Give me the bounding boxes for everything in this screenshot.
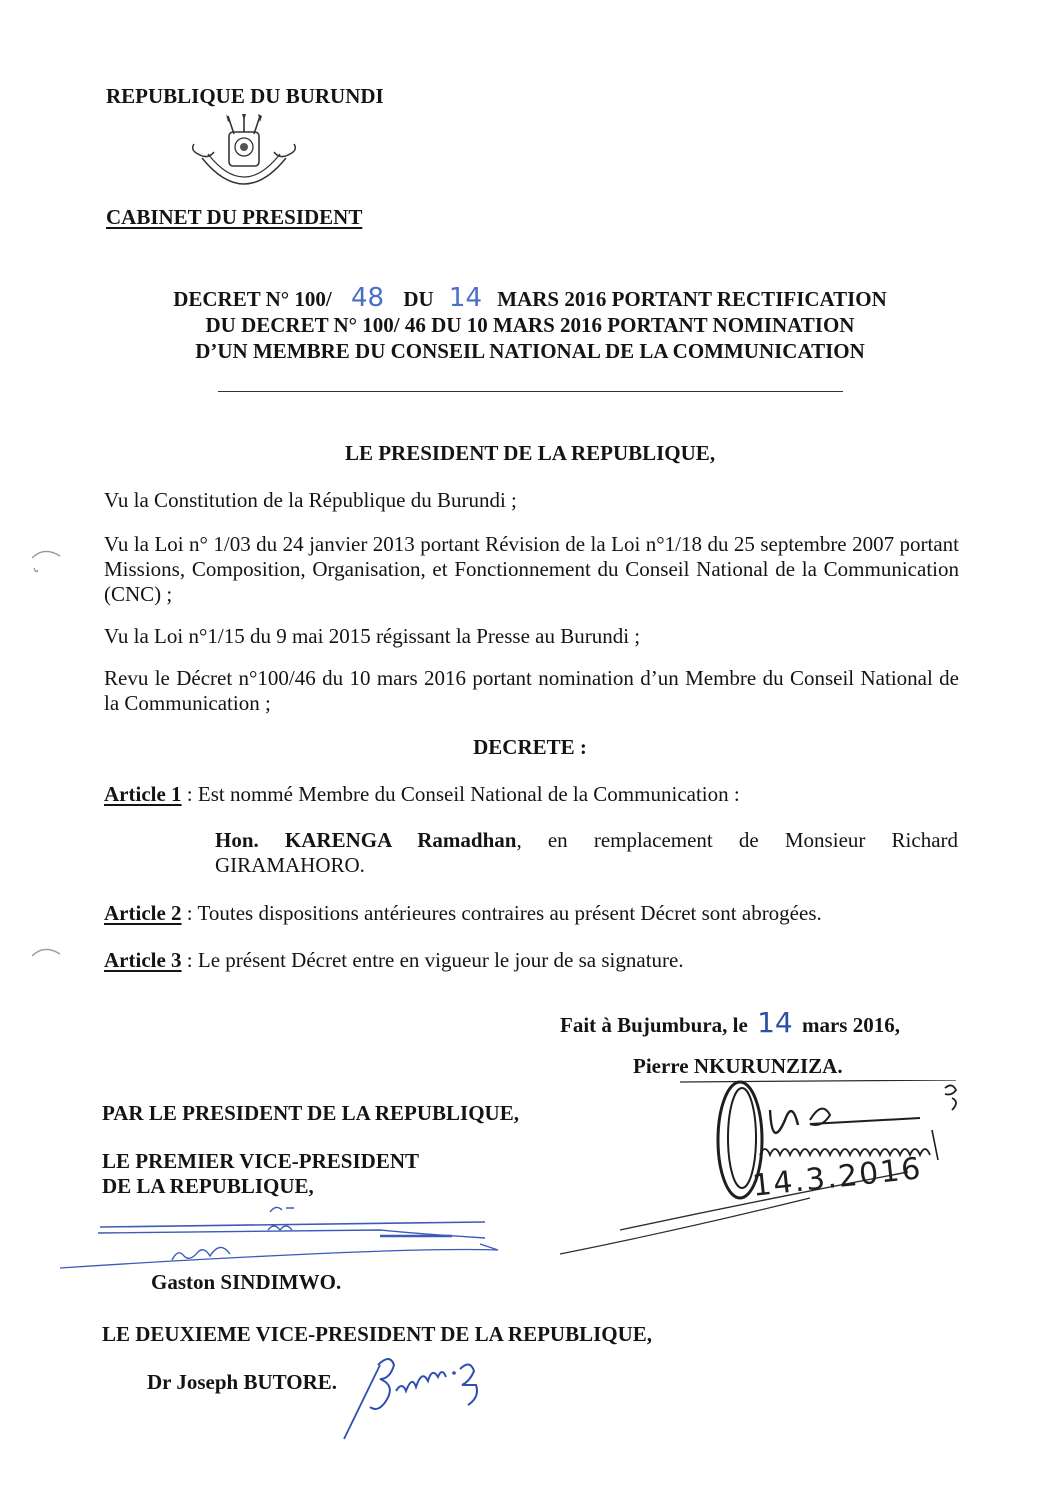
article-2-text: : Toutes dispositions antérieures contraires au présent Décret sont abrogées. <box>181 901 822 925</box>
first-vp-name: Gaston SINDIMWO. <box>151 1270 342 1294</box>
article-3 <box>104 948 959 973</box>
handwritten-decree-number: 48 <box>350 283 385 313</box>
title-line-3: D’UN MEMBRE DU CONSEIL NATIONAL DE LA COMMUNICATION <box>195 339 865 363</box>
visa-constitution: Vu la Constitution de la République du Burundi ; <box>104 488 517 512</box>
handwritten-signing-day: 14 <box>757 1006 793 1039</box>
title-line-2: DU DECRET N° 100/ 46 DU 10 MARS 2016 PORTANT NOMINATION <box>205 313 855 337</box>
binder-hole-mark <box>30 942 66 972</box>
article-1-text: : Est nommé Membre du Conseil National de la Communication : <box>181 782 740 806</box>
article-2-label: Article 2 <box>104 901 182 925</box>
countersign-heading: PAR LE PRESIDENT DE LA REPUBLIQUE, <box>102 1101 519 1125</box>
handwritten-signature-date: 14.3.2016 <box>750 1151 925 1204</box>
nominee-name: Hon. KARENGA Ramadhan <box>215 828 517 852</box>
second-vp-title: LE DEUXIEME VICE-PRESIDENT DE LA REPUBLIQUE, <box>102 1322 653 1346</box>
visa-previous-decree: Revu le Décret n°100/46 du 10 mars 2016 portant nomination d’un Membre du Conseil National de la Communication ; <box>104 666 959 715</box>
article-2 <box>104 901 959 926</box>
visa-press-law: Vu la Loi n°1/15 du 9 mai 2015 régissant la Presse au Burundi ; <box>104 624 641 648</box>
place-date: Fait à Bujumbura, le 14 mars 2016, <box>560 1006 900 1039</box>
handwritten-day: 14 <box>448 283 483 313</box>
binder-hole-mark <box>30 546 66 576</box>
coat-of-arms-emblem <box>188 114 300 198</box>
article-1-label: Article 1 <box>104 782 182 806</box>
first-vp-signature <box>60 1200 500 1272</box>
visa-cnc-law: Vu la Loi n° 1/03 du 24 janvier 2013 portant Révision de la Loi n°1/18 du 25 septembre 2007 portant Missions, Composition, Organisation, et Fonctionnement du Conseil National de la Communication (CNC) ; <box>104 532 959 606</box>
cabinet-heading: CABINET DU PRESIDENT <box>106 205 363 229</box>
second-vp-signature <box>330 1345 510 1445</box>
decrete-heading: DECRETE : <box>473 735 587 759</box>
first-vp-title-1: LE PREMIER VICE-PRESIDENT <box>102 1149 419 1173</box>
decree-title <box>60 285 1000 364</box>
nominee-text: , en remplacement de Monsieur Richard GIRAMAHORO. <box>215 828 959 877</box>
president-heading: LE PRESIDENT DE LA REPUBLIQUE, <box>344 441 716 465</box>
article-1 <box>104 782 959 807</box>
second-vp-name: Dr Joseph BUTORE. <box>147 1370 338 1394</box>
nominee-paragraph <box>215 828 958 878</box>
republic-heading: REPUBLIQUE DU BURUNDI <box>106 84 384 108</box>
president-name: Pierre NKURUNZIZA. <box>633 1054 843 1078</box>
title-separator <box>218 391 843 392</box>
title-line-1: DECRET N° 100/ 48 DU 14 MARS 2016 PORTANT RECTIFICATION <box>173 283 887 313</box>
article-3-label: Article 3 <box>104 948 182 972</box>
first-vp-title-2: DE LA REPUBLIQUE, <box>102 1174 314 1198</box>
article-3-text: : Le présent Décret entre en vigueur le jour de sa signature. <box>181 948 684 972</box>
